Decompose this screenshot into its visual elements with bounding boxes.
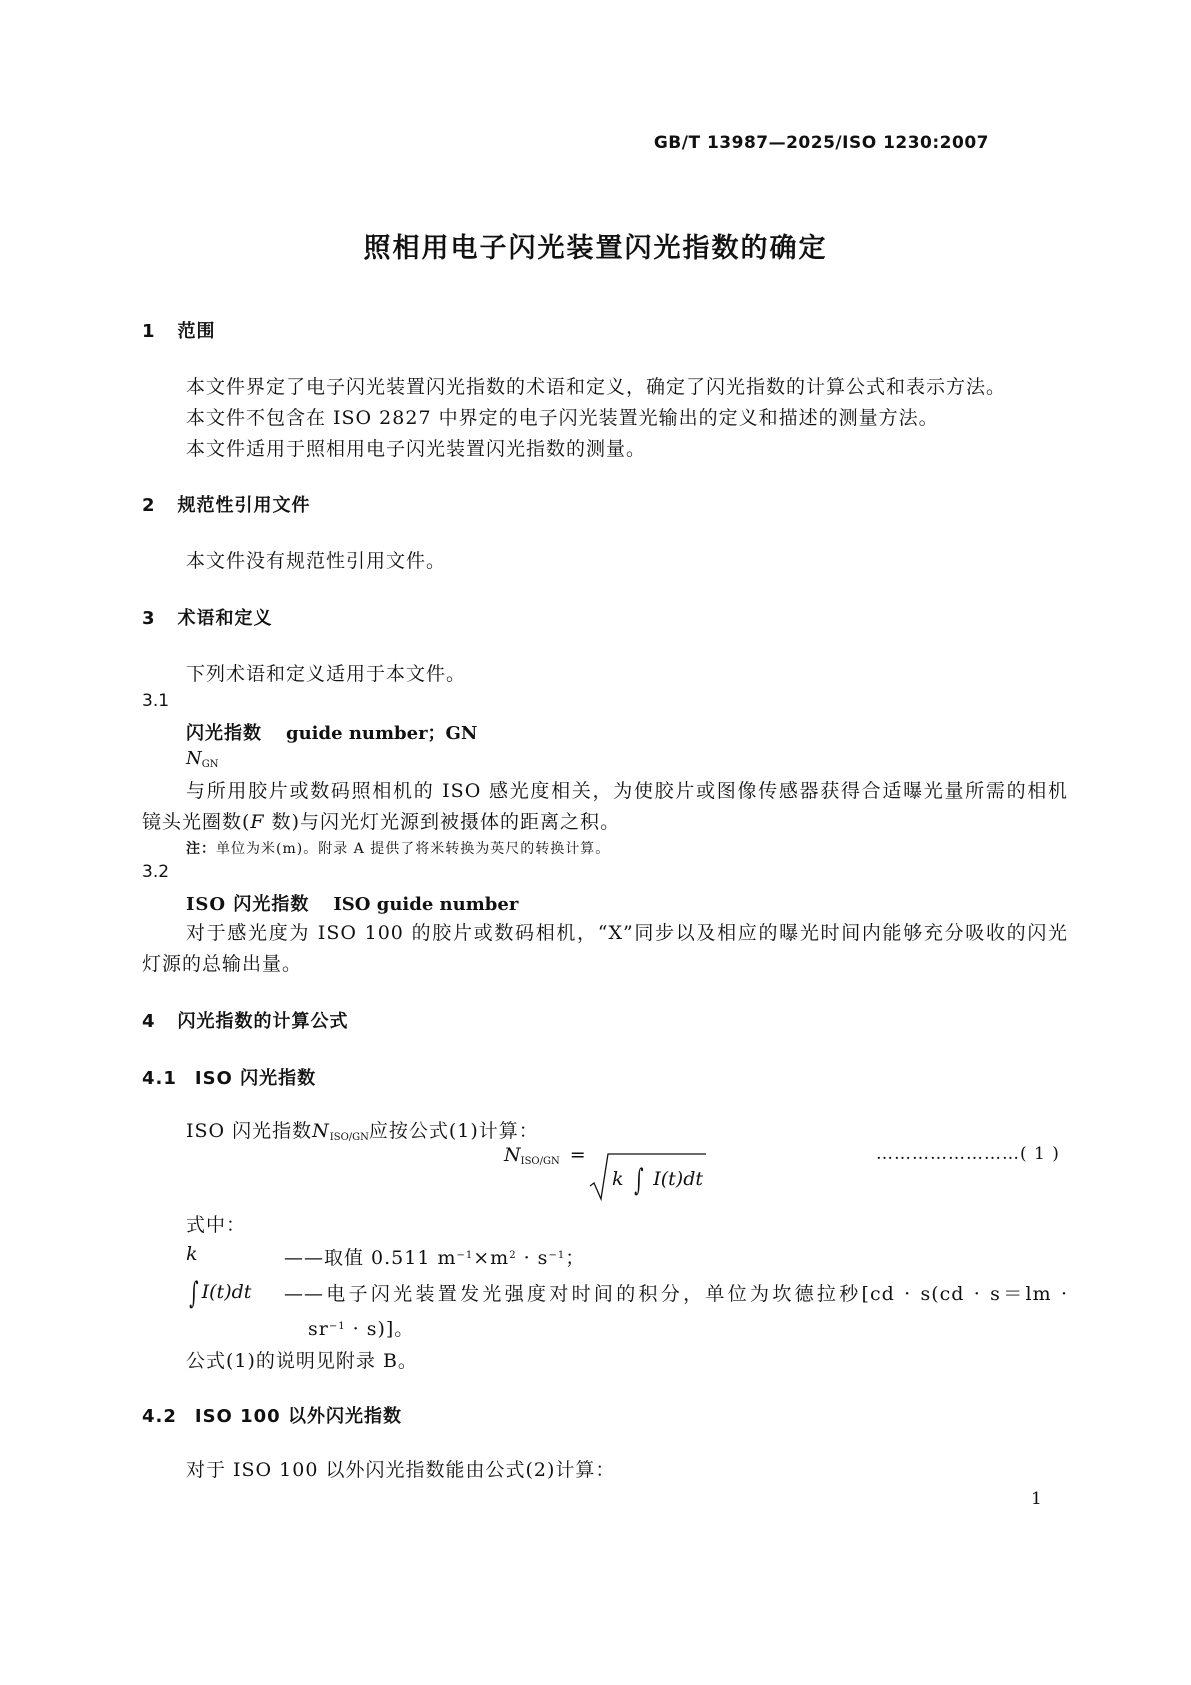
section-1-heading: [142, 317, 216, 343]
term-number: 3.1: [142, 691, 170, 711]
section-title: 范围: [177, 321, 216, 342]
term-symbol: $N_{GN}$: [186, 748, 219, 770]
paragraph: 公式(1)的说明见附录 B。: [186, 1350, 418, 1372]
term-english: guide number；GN: [286, 723, 478, 744]
note: [186, 838, 610, 858]
where-label: 式中：: [186, 1214, 247, 1236]
paragraph: ISO 闪光指数$N_{ISO/GN}$应按公式(1)计算：: [186, 1120, 539, 1143]
integral-icon: ∫: [189, 1276, 199, 1311]
paragraph: 本文件不包含在 ISO 2827 中界定的电子闪光装置光输出的定义和描述的测量方法。: [186, 407, 939, 429]
definition: 与所用胶片或数码照相机的 ISO 感光度相关，为使胶片或图像传感器获得合适曝光量所需的相机: [186, 780, 1068, 802]
standard-code: GB/T 13987—2025/ISO 1230:2007: [653, 133, 989, 153]
section-title: 闪光指数的计算公式: [177, 1011, 349, 1032]
integral-icon: ∫: [633, 1163, 644, 1198]
section-number: 4.1: [142, 1068, 177, 1089]
paragraph: 本文件没有规范性引用文件。: [186, 550, 447, 572]
variable-description: $sr^{-1} \cdot s$)]。: [308, 1318, 415, 1340]
term-english: ISO guide number: [333, 894, 519, 915]
section-number: 3: [142, 608, 156, 629]
section-number: 4: [142, 1011, 156, 1032]
variable-description: ——电子闪光装置发光强度对时间的积分，单位为坎德拉秒[cd · s(cd · s＝lm ·: [284, 1283, 1068, 1305]
section-number: 4.2: [142, 1406, 177, 1427]
term-entry: [186, 719, 477, 745]
section-number: 2: [142, 495, 156, 516]
section-title: 规范性引用文件: [177, 495, 311, 516]
formula-radicand: k ∫ I(t)dt: [612, 1163, 704, 1198]
variable-symbol: ∫ I(t)dt: [189, 1276, 252, 1311]
definition: 镜头光圈数(F 数)与闪光灯光源到被摄体的距离之积。: [142, 811, 621, 833]
definition: 对于感光度为 ISO 100 的胶片或数码相机，“X”同步以及相应的曝光时间内能够充分吸收的闪光: [186, 922, 1068, 944]
formula-number: ……………………( 1 ): [876, 1144, 1060, 1164]
paragraph: 对于 ISO 100 以外闪光指数能由公式(2)计算：: [186, 1459, 616, 1481]
section-title: 术语和定义: [177, 608, 273, 629]
formula-lhs: $N_{ISO/GN}$ =: [504, 1144, 586, 1167]
note-label: 注：: [186, 841, 216, 857]
definition: 灯源的总输出量。: [142, 953, 303, 975]
section-number: 1: [142, 321, 156, 342]
variable-symbol: k: [186, 1243, 198, 1265]
term-number: 3.2: [142, 862, 170, 882]
note-text: 单位为米(m)。附录 A 提供了将米转换为英尺的转换计算。: [216, 841, 611, 857]
term-chinese: ISO 闪光指数: [186, 894, 310, 915]
section-4-heading: [142, 1007, 349, 1033]
section-title: ISO 100 以外闪光指数: [194, 1406, 402, 1427]
subsection-4-2-heading: [142, 1402, 402, 1428]
variable-description: ——取值 0.511 $m^{-1}\times m^2 \cdot s^{-1}$；: [284, 1247, 586, 1269]
section-3-heading: [142, 604, 273, 630]
page-number: 1: [1031, 1489, 1042, 1509]
term-entry: [186, 890, 518, 916]
paragraph: 本文件界定了电子闪光装置闪光指数的术语和定义，确定了闪光指数的计算公式和表示方法。: [186, 376, 1007, 398]
paragraph: 本文件适用于照相用电子闪光装置闪光指数的测量。: [186, 438, 647, 460]
subsection-4-1-heading: [142, 1064, 316, 1090]
section-title: ISO 闪光指数: [194, 1068, 317, 1089]
paragraph: 下列术语和定义适用于本文件。: [186, 663, 467, 685]
term-chinese: 闪光指数: [186, 723, 262, 744]
section-2-heading: [142, 491, 311, 517]
page-title: 照相用电子闪光装置闪光指数的确定: [363, 233, 828, 264]
